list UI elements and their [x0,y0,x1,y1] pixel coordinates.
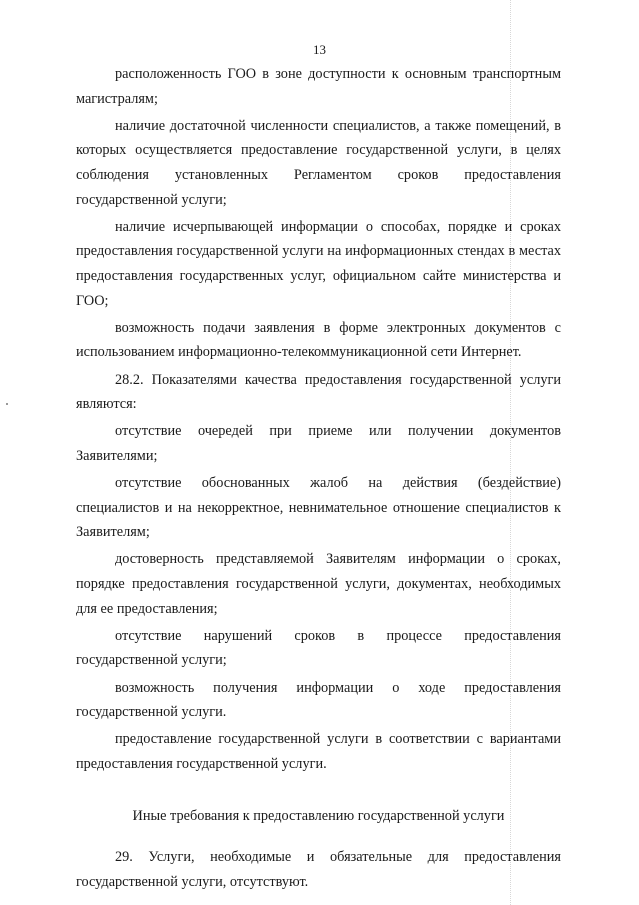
paragraph-no-deadline-violations: отсутствие нарушений сроков в процессе предоставления государственной услуги; [76,627,561,669]
paragraph-quality-indicators: 28.2. Показателями качества предоставления государственной услуги являются: [76,371,561,413]
page-number: 13 [313,42,326,57]
paragraph-transport-accessibility: расположенность ГОО в зоне доступности к основным транспортным магистралям; [76,66,561,107]
document-body [76,62,561,894]
scan-speck [6,403,8,405]
paragraph-staff-sufficiency: наличие достаточной численности специалистов, а также помещений, в которых осуществляется предоставление государственной услуги, в целях соблюдения установленных Регламентом сроков предоставления государственной услуги; [76,117,561,208]
paragraph-information-availability: наличие исчерпывающей информации о способах, порядке и сроках предоставления государственной услуги на информационных стендах в местах предоставления государственных услуг, официальном сайте министерства и ГОО; [76,218,561,309]
paragraph-no-queues: отсутствие очередей при приеме или получении документов Заявителями; [76,423,561,464]
paragraph-no-complaints: отсутствие обоснованных жалоб на действия (бездействие) специалистов и на некорректное, невнимательное отношение специалистов к Заявителям; [76,475,561,541]
paragraph-information-reliability: достоверность представляемой Заявителям информации о сроках, порядке предоставления государственной услуги, документах, необходимых для ее предоставления; [76,551,561,617]
paragraph-electronic-submission: возможность подачи заявления в форме электронных документов с использованием информационно-телекоммуникационной сети Интернет. [76,319,561,361]
paragraph-progress-information: возможность получения информации о ходе предоставления государственной услуги. [76,679,561,721]
section-heading: Иные требования к предоставлению государственной услуги [132,807,505,824]
paragraph-service-variants: предоставление государственной услуги в соответствии с вариантами предоставления государственной услуги. [76,731,561,772]
paragraph-item-29: 29. Услуги, необходимые и обязательные для предоставления государственной услуги, отсутствуют. [76,849,561,890]
